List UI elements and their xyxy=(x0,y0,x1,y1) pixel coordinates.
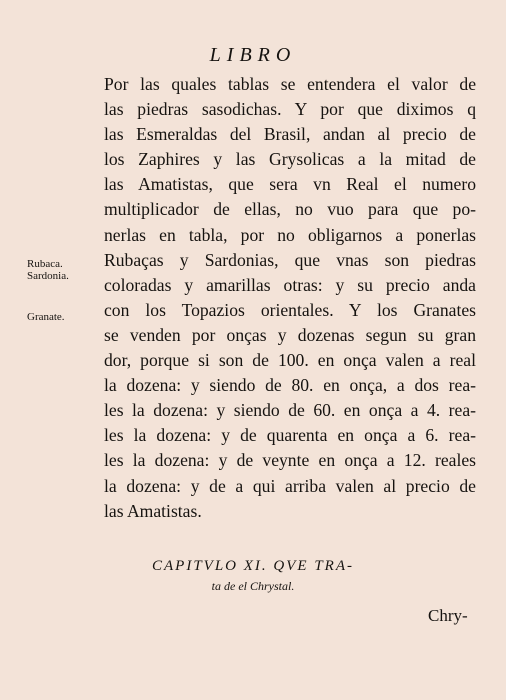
text-line: la dozena: y siendo de 80. en onça, a dos rea- xyxy=(104,375,476,396)
text-line: nerlas en tabla, por no obligarnos a ponerlas xyxy=(104,224,476,245)
text-line: Rubaças y Sardonias, que vnas son piedras xyxy=(104,249,476,270)
chapter-subtitle: ta de el Chrystal. xyxy=(211,579,295,593)
text-line: las Esmeraldas del Brasil, andan al precio de xyxy=(104,124,476,145)
running-header: LIBRO xyxy=(209,44,297,66)
text-line: les la dozena: y de veynte en onça a 12. reales xyxy=(104,450,476,471)
text-line: dor, porque si son de 100. en onça valen a real xyxy=(104,350,476,371)
text-line: multiplicador de ellas, no vuo para que po- xyxy=(104,199,476,220)
text-line: las piedras sasodichas. Y por que diximos q xyxy=(104,99,476,120)
chapter-title: CAPITVLO XI. QVE TRA- xyxy=(152,558,354,574)
text-line: las Amatistas, que sera vn Real el numero xyxy=(104,174,476,195)
text-line: con los Topazios orientales. Y los Granates xyxy=(104,299,476,320)
text-line: la dozena: y de a qui arriba valen al precio de xyxy=(104,475,476,496)
margin-note-sardonia: Sardonia. xyxy=(27,270,69,282)
text-line: Por las quales tablas se entendera el valor de xyxy=(104,74,476,94)
margin-note-granate: Granate. xyxy=(27,311,65,323)
body-text xyxy=(104,72,476,524)
text-line: se venden por onças y dozenas segun su gran xyxy=(104,324,476,345)
text-line: coloradas y amarillas otras: y su precio anda xyxy=(104,274,476,295)
text-line: les la dozena: y siendo de 60. en onça a 4. rea- xyxy=(104,400,476,421)
text-line: los Zaphires y las Grysolicas a la mitad de xyxy=(104,149,476,170)
text-line: las Amatistas. xyxy=(104,500,202,521)
text-line: les la dozena: y de quarenta en onça a 6. rea- xyxy=(104,425,476,446)
margin-note-rubaca: Rubaca. xyxy=(27,258,63,270)
catchword: Chry- xyxy=(428,606,468,625)
